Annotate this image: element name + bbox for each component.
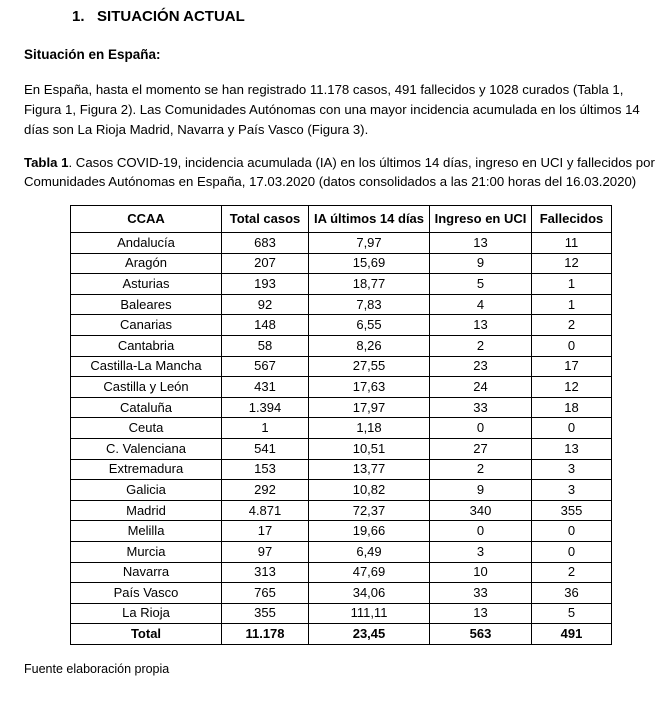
value-cell: 1 [532,274,612,295]
value-cell: 148 [222,315,309,336]
value-cell: 2 [532,315,612,336]
table-row [71,438,612,459]
value-cell: 6,55 [309,315,430,336]
value-cell: 13 [532,438,612,459]
value-cell: 58 [222,335,309,356]
region-cell: Asturias [71,274,222,295]
value-cell: 23,45 [309,624,430,645]
value-cell: 10,82 [309,480,430,501]
region-cell: Aragón [71,253,222,274]
value-cell: 23 [430,356,532,377]
caption-line: . Casos COVID-19, incidencia acumulada (IA) en los últimos 14 días, ingreso en UCI y fallecidos por [68,155,655,170]
value-cell: 10,51 [309,438,430,459]
value-cell: 355 [222,603,309,624]
table-row [71,335,612,356]
value-cell: 2 [430,459,532,480]
value-cell: 13 [430,603,532,624]
value-cell: 13,77 [309,459,430,480]
value-cell: 9 [430,253,532,274]
value-cell: 340 [430,500,532,521]
column-header: IA últimos 14 días [309,206,430,233]
covid-table [70,205,612,645]
value-cell: 27 [430,438,532,459]
value-cell: 7,83 [309,294,430,315]
value-cell: 2 [532,562,612,583]
region-cell: Total [71,624,222,645]
value-cell: 72,37 [309,500,430,521]
value-cell: 2 [430,335,532,356]
value-cell: 541 [222,438,309,459]
section-title: SITUACIÓN ACTUAL [97,8,245,25]
value-cell: 563 [430,624,532,645]
column-header: Ingreso en UCI [430,206,532,233]
paragraph-line: En España, hasta el momento se han registrado 11.178 casos, 491 fallecidos y 1028 curados (Tabla 1, [24,82,624,97]
value-cell: 12 [532,377,612,398]
table-row [71,294,612,315]
value-cell: 18,77 [309,274,430,295]
value-cell: 17,63 [309,377,430,398]
value-cell: 0 [532,335,612,356]
value-cell: 7,97 [309,233,430,254]
value-cell: 17 [532,356,612,377]
value-cell: 5 [532,603,612,624]
value-cell: 153 [222,459,309,480]
region-cell: Ceuta [71,418,222,439]
value-cell: 4.871 [222,500,309,521]
table-header-row [71,206,612,233]
value-cell: 36 [532,583,612,604]
value-cell: 3 [430,541,532,562]
region-cell: Murcia [71,541,222,562]
value-cell: 292 [222,480,309,501]
value-cell: 765 [222,583,309,604]
value-cell: 11.178 [222,624,309,645]
column-header: CCAA [71,206,222,233]
intro-paragraph [24,80,656,140]
table-total-row [71,624,612,645]
value-cell: 0 [532,418,612,439]
region-cell: C. Valenciana [71,438,222,459]
table-row [71,459,612,480]
value-cell: 27,55 [309,356,430,377]
region-cell: Canarias [71,315,222,336]
table-row [71,253,612,274]
value-cell: 33 [430,583,532,604]
region-cell: Castilla y León [71,377,222,398]
table-row [71,397,612,418]
value-cell: 1 [532,294,612,315]
table-row [71,315,612,336]
caption-line: Comunidades Autónomas en España, 17.03.2020 (datos consolidados a las 21:00 horas del 16.03.2020) [24,174,637,189]
value-cell: 1.394 [222,397,309,418]
region-cell: Galicia [71,480,222,501]
subheading: Situación en España: [24,47,161,62]
value-cell: 567 [222,356,309,377]
value-cell: 3 [532,459,612,480]
value-cell: 0 [532,541,612,562]
value-cell: 9 [430,480,532,501]
table-body [71,233,612,645]
value-cell: 0 [532,521,612,542]
value-cell: 47,69 [309,562,430,583]
value-cell: 8,26 [309,335,430,356]
value-cell: 15,69 [309,253,430,274]
value-cell: 19,66 [309,521,430,542]
table-row [71,233,612,254]
value-cell: 17,97 [309,397,430,418]
region-cell: Melilla [71,521,222,542]
value-cell: 4 [430,294,532,315]
value-cell: 313 [222,562,309,583]
table-row [71,274,612,295]
value-cell: 92 [222,294,309,315]
value-cell: 1,18 [309,418,430,439]
table-row [71,418,612,439]
value-cell: 0 [430,418,532,439]
value-cell: 3 [532,480,612,501]
region-cell: Cataluña [71,397,222,418]
table-row [71,480,612,501]
value-cell: 193 [222,274,309,295]
region-cell: Navarra [71,562,222,583]
value-cell: 17 [222,521,309,542]
value-cell: 13 [430,233,532,254]
caption-label: Tabla 1 [24,155,69,170]
value-cell: 111,11 [309,603,430,624]
region-cell: Andalucía [71,233,222,254]
section-heading [72,8,245,25]
paragraph-line: días son La Rioja Madrid, Navarra y País Vasco (Figura 3). [24,122,369,137]
table-row [71,356,612,377]
value-cell: 207 [222,253,309,274]
value-cell: 18 [532,397,612,418]
region-cell: Cantabria [71,335,222,356]
value-cell: 5 [430,274,532,295]
value-cell: 13 [430,315,532,336]
value-cell: 0 [430,521,532,542]
region-cell: La Rioja [71,603,222,624]
value-cell: 34,06 [309,583,430,604]
column-header: Total casos [222,206,309,233]
value-cell: 11 [532,233,612,254]
column-header: Fallecidos [532,206,612,233]
value-cell: 491 [532,624,612,645]
value-cell: 355 [532,500,612,521]
value-cell: 1 [222,418,309,439]
value-cell: 33 [430,397,532,418]
table-row [71,562,612,583]
source-note: Fuente elaboración propia [24,662,170,676]
table-caption [24,153,656,191]
table-row [71,583,612,604]
table-row [71,521,612,542]
region-cell: Madrid [71,500,222,521]
region-cell: Castilla-La Mancha [71,356,222,377]
region-cell: Baleares [71,294,222,315]
value-cell: 683 [222,233,309,254]
value-cell: 431 [222,377,309,398]
table-row [71,377,612,398]
section-number: 1. [72,8,85,25]
table-row [71,603,612,624]
region-cell: Extremadura [71,459,222,480]
table-row [71,500,612,521]
region-cell: País Vasco [71,583,222,604]
value-cell: 24 [430,377,532,398]
value-cell: 10 [430,562,532,583]
value-cell: 12 [532,253,612,274]
value-cell: 6,49 [309,541,430,562]
value-cell: 97 [222,541,309,562]
table-row [71,541,612,562]
paragraph-line: Figura 1, Figura 2). Las Comunidades Autónomas con una mayor incidencia acumulada en los últimos 14 [24,102,640,117]
